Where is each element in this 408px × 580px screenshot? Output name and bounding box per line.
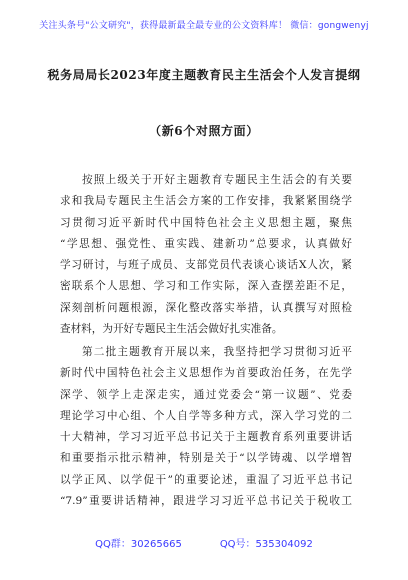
paragraph-line: 深学、领学上走深走实，通过党委会“第一议题”、党委 <box>60 388 352 401</box>
paragraph-line: 深刻剖析问题根源，深化整改落实举措，认真撰写对照检 <box>60 301 352 314</box>
paragraph-line: “7.9”重要讲话精神，跟进学习习近平总书记关于税收工 <box>60 495 352 508</box>
header-banner: 关注头条号"公文研究"，获得最新最全最专业的公文资料库！ 微信：gongwenyj <box>39 21 369 31</box>
paragraph-line: 按照上级关于开好主题教育专题民主生活会的有关要 <box>82 174 352 186</box>
paragraph-line: 习贯彻习近平新时代中国特色社会主义思想主题，聚焦 <box>60 216 352 229</box>
paragraph-line: 和重要指示批示精神，特别是关于“以学铸魂、以学增智 <box>60 452 352 465</box>
paragraph-line: “学思想、强党性、重实践、建新功”总要求，认真做好 <box>60 237 352 250</box>
body-paragraph-1 <box>60 170 352 340</box>
paragraph-line: 理论学习中心组、个人自学等多种方式，深入学习党的二 <box>60 409 352 422</box>
footer-qq-group: QQ群：30265665 <box>95 539 182 550</box>
paragraph-line: 查材料，为开好专题民主生活会做好扎实准备。 <box>60 323 283 336</box>
paragraph-line: 新时代中国特色社会主义思想作为首要政治任务，在先学 <box>60 367 352 380</box>
paragraph-line: 密联系个人思想、学习和工作实际，深入查摆差距不足， <box>60 280 352 293</box>
paragraph-line: 学习研讨，与班子成员、支部党员代表谈心谈话X人次，紧 <box>60 259 352 272</box>
paragraph-line: 以学正风、以学促干”的重要论述，重温了习近平总书记 <box>60 473 352 486</box>
paragraph-line: 第二批主题教育开展以来，我坚持把学习贯彻习近平 <box>82 346 352 358</box>
footer-contact <box>0 535 408 550</box>
body-paragraph-2 <box>60 342 352 512</box>
paragraph-line: 求和我局专题民主生活会方案的工作安排，我紧紧围绕学 <box>60 195 352 208</box>
footer-qq-number: QQ号：535304092 <box>219 539 313 550</box>
document-title: 税务局局长2023年度主题教育民主生活会个人发言提纲 <box>47 68 361 82</box>
document-subtitle: （新6个对照方面） <box>149 124 259 138</box>
paragraph-line: 十大精神，学习习近平总书记关于主题教育系列重要讲话 <box>60 431 352 444</box>
